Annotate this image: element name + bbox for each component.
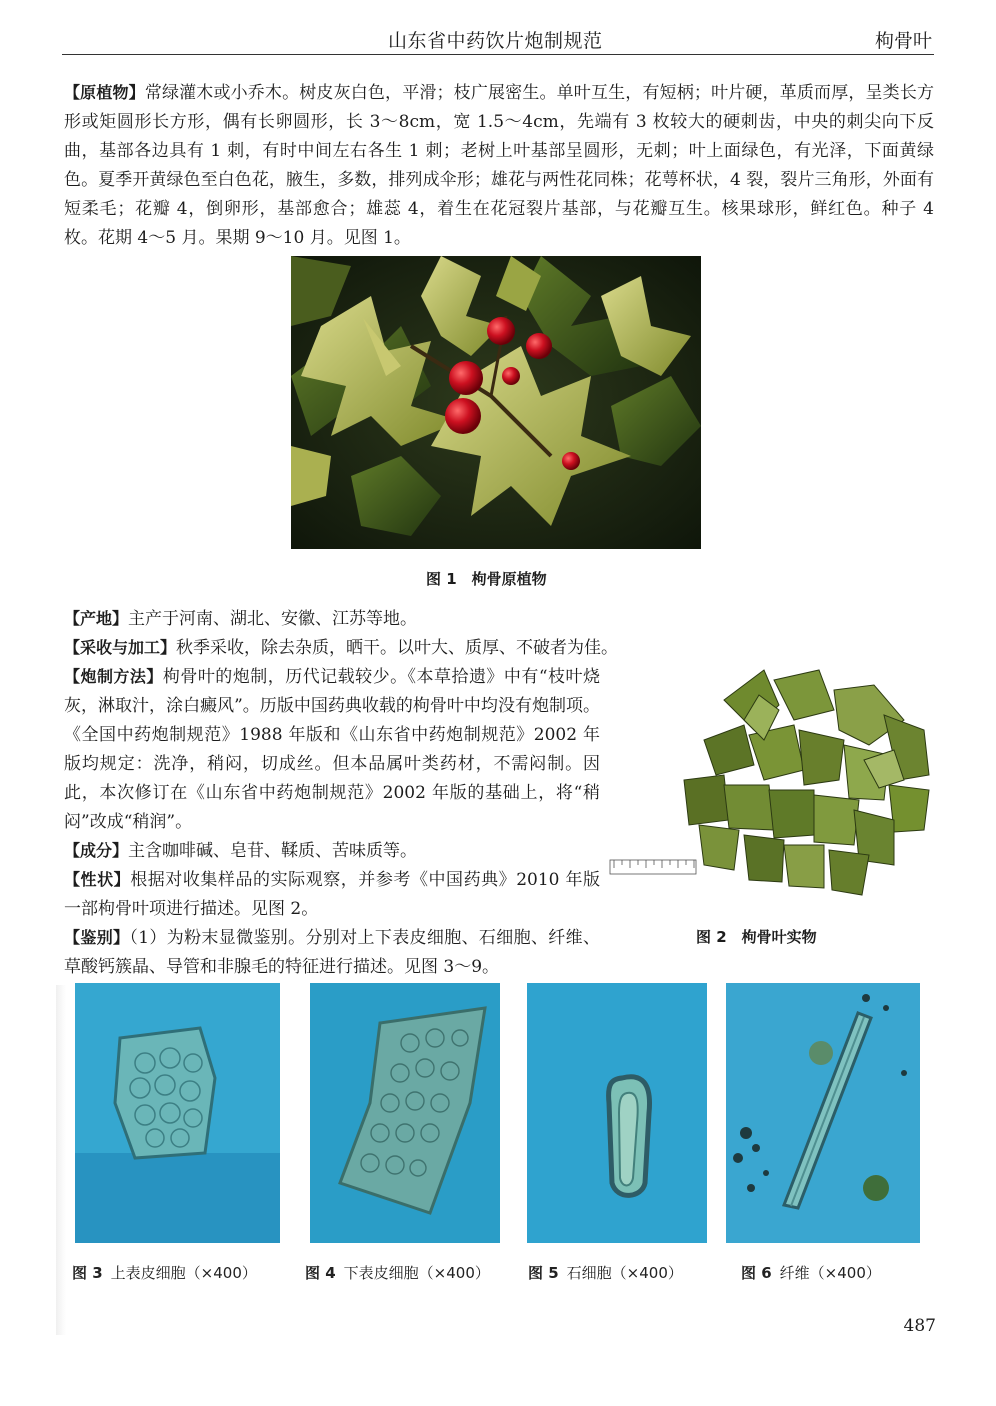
text-original-plant: 常绿灌木或小乔木。树皮灰白色，平滑；枝广展密生。单叶互生，有短柄；叶片硬，革质而厚，呈类长方形或矩圆形长方形，偶有长卵圆形，长 3～8cm，宽 1.5～4cm，先端有 3 枚较大的硬刺齿，中央的刺尖向下反曲，基部各边具有 1 刺，有时中间左右各生 1 刺；老树上叶基部呈圆形，无刺；叶上面绿色，有光泽，下面黄绿色。夏季开黄绿色至白色花，腋生，多数，排列成伞形；雄花与两性花同株；花萼杯状，4 裂，裂片三角形，外面有短柔毛；花瓣 4，倒卵形，基部愈合；雄蕊 4，着生在花冠裂片基部，与花瓣互生。核果球形，鲜红色。种子 4 枚。花期 4～5 月。果期 9～10 月。见图 1。 bbox=[64, 83, 934, 248]
caption-figure-3-num: 图 3 bbox=[72, 1264, 103, 1282]
paragraph-origin bbox=[64, 604, 934, 634]
paragraph-identification bbox=[64, 923, 600, 982]
fiber-image bbox=[726, 983, 920, 1243]
caption-figure-6 bbox=[741, 1262, 881, 1283]
label-components: 【成分】 bbox=[64, 841, 129, 860]
text-processing: 枸骨叶的炮制，历代记载较少。《本草拾遗》中有“枝叶烧灰，淋取汁，涂白癜风”。历版中国药典收载的枸骨叶中均没有炮制项。《全国中药炮制规范》1988 年版和《山东省中药炮制规范》2002 年版均规定：洗净，稍闷，切成丝。但本品属叶类药材，不需闷制。因此，本次修订在《山东省中药炮制规范》2002 年版的基础上，将“稍闷”改成“稍润”。 bbox=[64, 667, 600, 832]
micrograph-4 bbox=[310, 983, 500, 1243]
text-harvest: 秋季采收，除去杂质，晒干。以叶大、质厚、不破者为佳。 bbox=[176, 638, 619, 658]
text-identification: （1）为粉末显微鉴别。分别对上下表皮细胞、石细胞、纤维、草酸钙簇晶、导管和非腺毛的特征进行描述。见图 3～9。 bbox=[64, 928, 600, 977]
paragraph-original-plant bbox=[64, 78, 934, 253]
caption-figure-4-text: 下表皮细胞（×400） bbox=[343, 1264, 490, 1282]
header-rule bbox=[62, 54, 934, 55]
micrograph-5 bbox=[527, 983, 707, 1243]
label-original-plant: 【原植物】 bbox=[64, 83, 145, 102]
figure-2-photo bbox=[604, 660, 936, 900]
label-properties: 【性状】 bbox=[64, 870, 131, 889]
micrograph-6 bbox=[726, 983, 920, 1243]
figure-1-caption: 图 1 枸骨原植物 bbox=[426, 570, 547, 588]
caption-figure-3 bbox=[72, 1262, 257, 1283]
caption-figure-4-num: 图 4 bbox=[305, 1264, 336, 1282]
paragraph-processing bbox=[64, 662, 600, 837]
micrograph-3 bbox=[75, 983, 280, 1243]
label-harvest: 【采收与加工】 bbox=[64, 638, 177, 657]
text-components: 主含咖啡碱、皂苷、鞣质、苦味质等。 bbox=[128, 841, 418, 861]
paragraph-properties bbox=[64, 865, 600, 924]
figure-1-photo bbox=[291, 256, 701, 549]
lower-epidermis-cells-image bbox=[310, 983, 500, 1243]
figure-2-caption: 图 2 枸骨叶实物 bbox=[696, 928, 817, 946]
page-number: 487 bbox=[903, 1316, 936, 1336]
holly-plant-image bbox=[291, 256, 701, 549]
paragraph-harvest bbox=[64, 633, 934, 663]
running-header-title: 山东省中药饮片炮制规范 bbox=[388, 30, 603, 52]
scan-shadow-edge bbox=[56, 985, 66, 1335]
label-origin: 【产地】 bbox=[64, 609, 129, 628]
label-identification: 【鉴别】 bbox=[64, 928, 130, 947]
label-processing: 【炮制方法】 bbox=[64, 667, 163, 686]
caption-figure-6-text: 纤维（×400） bbox=[779, 1264, 881, 1282]
running-header-section: 枸骨叶 bbox=[874, 30, 932, 52]
stone-cell-image bbox=[527, 983, 707, 1243]
paragraph-components bbox=[64, 836, 600, 866]
caption-figure-6-num: 图 6 bbox=[741, 1264, 772, 1282]
caption-figure-4 bbox=[305, 1262, 490, 1283]
text-origin: 主产于河南、湖北、安徽、江苏等地。 bbox=[128, 609, 418, 629]
dried-leaves-image bbox=[604, 660, 936, 900]
caption-figure-5-num: 图 5 bbox=[528, 1264, 559, 1282]
caption-figure-3-text: 上表皮细胞（×400） bbox=[110, 1264, 257, 1282]
upper-epidermis-cells-image bbox=[75, 983, 280, 1243]
text-properties: 根据对收集样品的实际观察，并参考《中国药典》2010 年版一部枸骨叶项进行描述。见图 2。 bbox=[64, 870, 600, 919]
caption-figure-5-text: 石细胞（×400） bbox=[566, 1264, 683, 1282]
caption-figure-5 bbox=[528, 1262, 683, 1283]
